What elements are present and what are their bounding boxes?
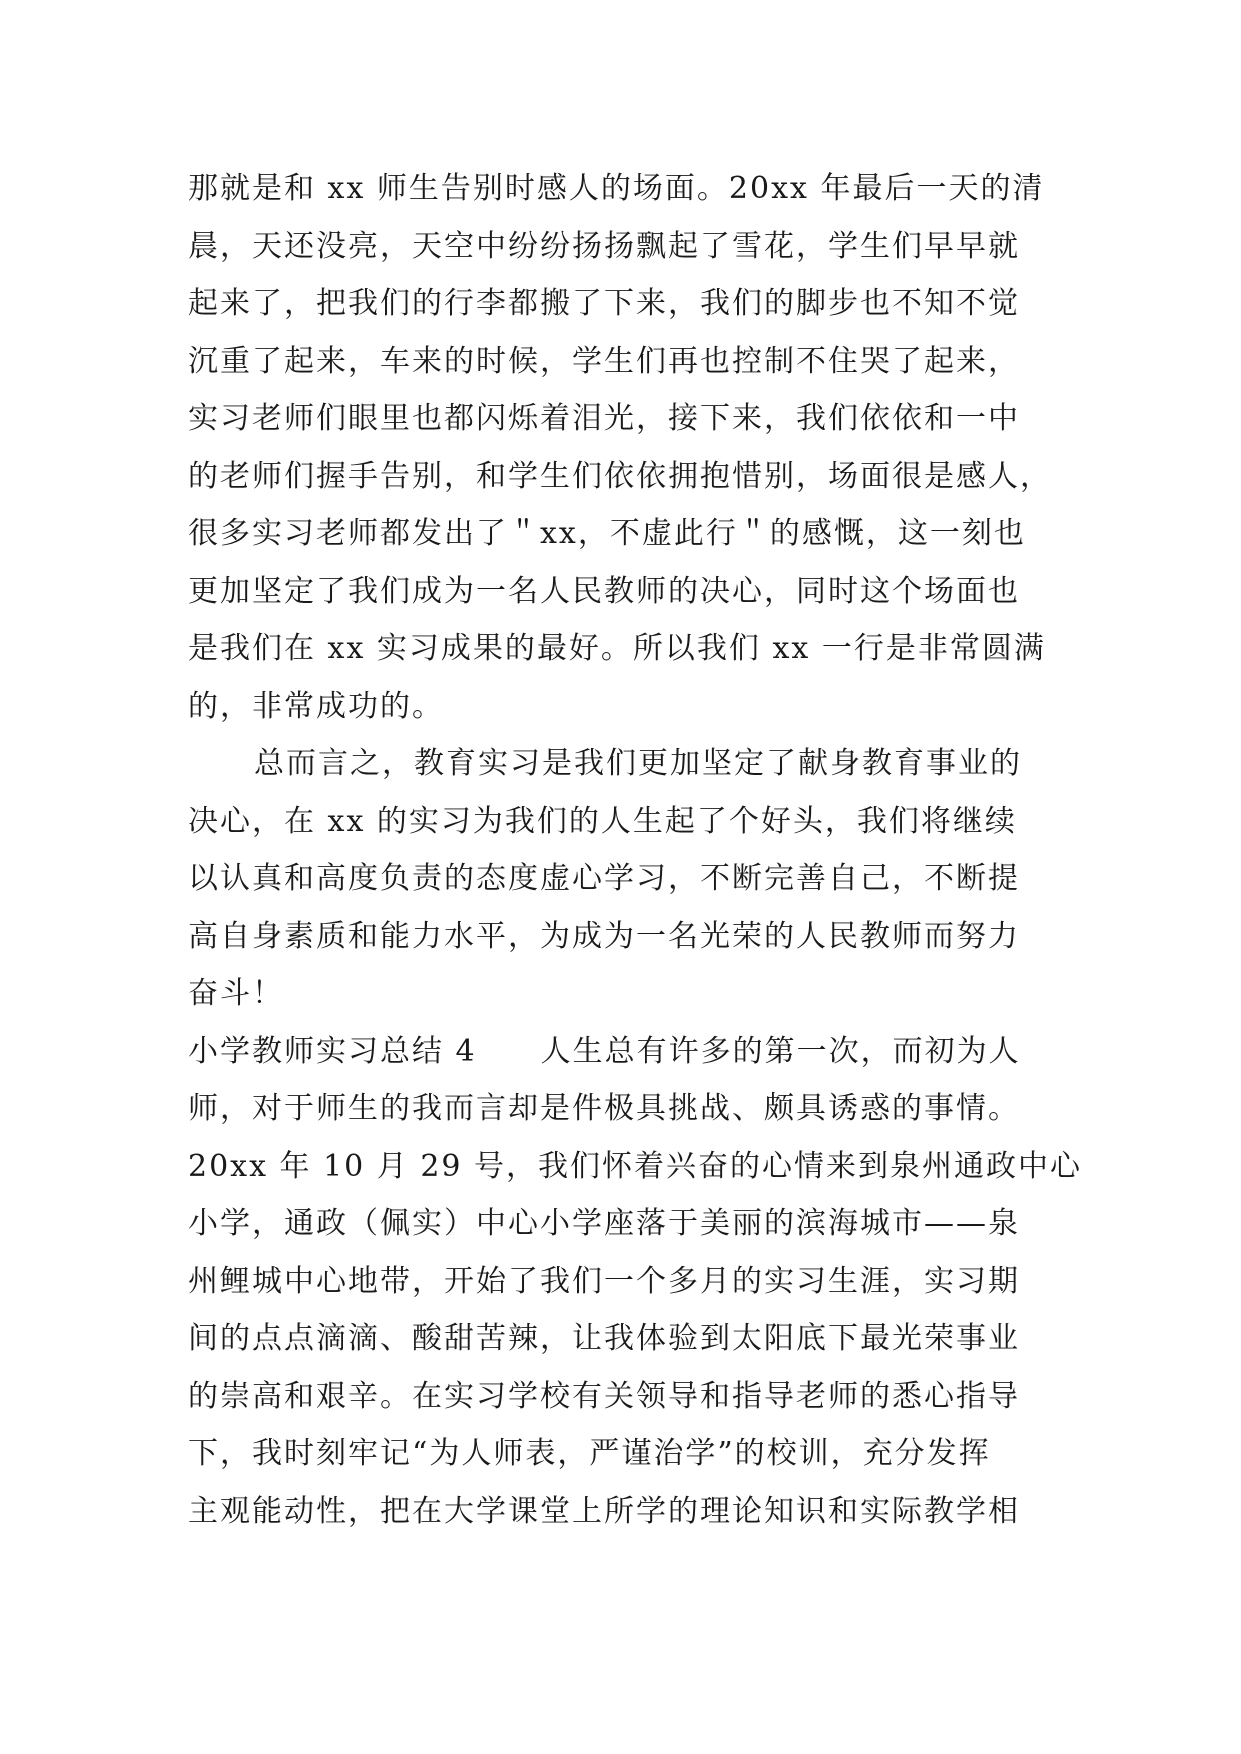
text-line: 小学，通政（佩实）中心小学座落于美丽的滨海城市——泉	[188, 1206, 1020, 1241]
text-line: 实习老师们眼里也都闪烁着泪光，接下来，我们依依和一中	[188, 401, 1020, 436]
text-line: 奋斗！	[188, 976, 284, 1011]
text-line: 起来了，把我们的行李都搬了下来，我们的脚步也不知不觉	[188, 286, 1020, 321]
text-line: 是我们在 xx 实习成果的最好。所以我们 xx 一行是非常圆满	[188, 631, 1046, 666]
text-line: 间的点点滴滴、酸甜苦辣，让我体验到太阳底下最光荣事业	[188, 1321, 1020, 1356]
text-line: 主观能动性，把在大学课堂上所学的理论知识和实际教学相	[188, 1493, 1020, 1529]
text-line: 沉重了起来，车来的时候，学生们再也控制不住哭了起来，	[188, 343, 1020, 379]
text-line: 决心，在 xx 的实习为我们的人生起了个好头，我们将继续	[188, 803, 1017, 839]
text-line: 很多实习老师都发出了＂xx，不虚此行＂的感慨，这一刻也	[188, 516, 1026, 551]
text-line: 的，非常成功的。	[188, 688, 444, 724]
section-heading-line: 小学教师实习总结 4 人生总有许多的第一次，而初为人	[188, 1033, 1021, 1069]
text-line: 晨，天还没亮，天空中纷纷扬扬飘起了雪花，学生们早早就	[188, 228, 1020, 264]
text-line: 以认真和高度负责的态度虚心学习，不断完善自己，不断提	[188, 861, 1020, 896]
text-line: 师，对于师生的我而言却是件极具挑战、颇具诱惑的事情。	[188, 1091, 1020, 1126]
text-line: 总而言之，教育实习是我们更加坚定了献身教育事业的	[254, 746, 1022, 781]
text-line: 更加坚定了我们成为一名人民教师的决心，同时这个场面也	[188, 573, 1020, 609]
text-line: 的老师们握手告别，和学生们依依拥抱惜别，场面很是感人，	[188, 458, 1052, 494]
text-line: 的崇高和艰辛。在实习学校有关领导和指导老师的悉心指导	[188, 1378, 1020, 1414]
text-line: 高自身素质和能力水平，为成为一名光荣的人民教师而努力	[188, 918, 1020, 954]
text-line: 那就是和 xx 师生告别时感人的场面。20xx 年最后一天的清	[188, 171, 1045, 206]
text-line: 州鲤城中心地带，开始了我们一个多月的实习生涯，实习期	[188, 1263, 1020, 1299]
body-text	[188, 160, 1088, 1540]
text-line: 20xx 年 10 月 29 号，我们怀着兴奋的心情来到泉州通政中心	[188, 1148, 1083, 1184]
text-line: 下，我时刻牢记“为人师表，严谨治学”的校训，充分发挥	[188, 1436, 991, 1471]
